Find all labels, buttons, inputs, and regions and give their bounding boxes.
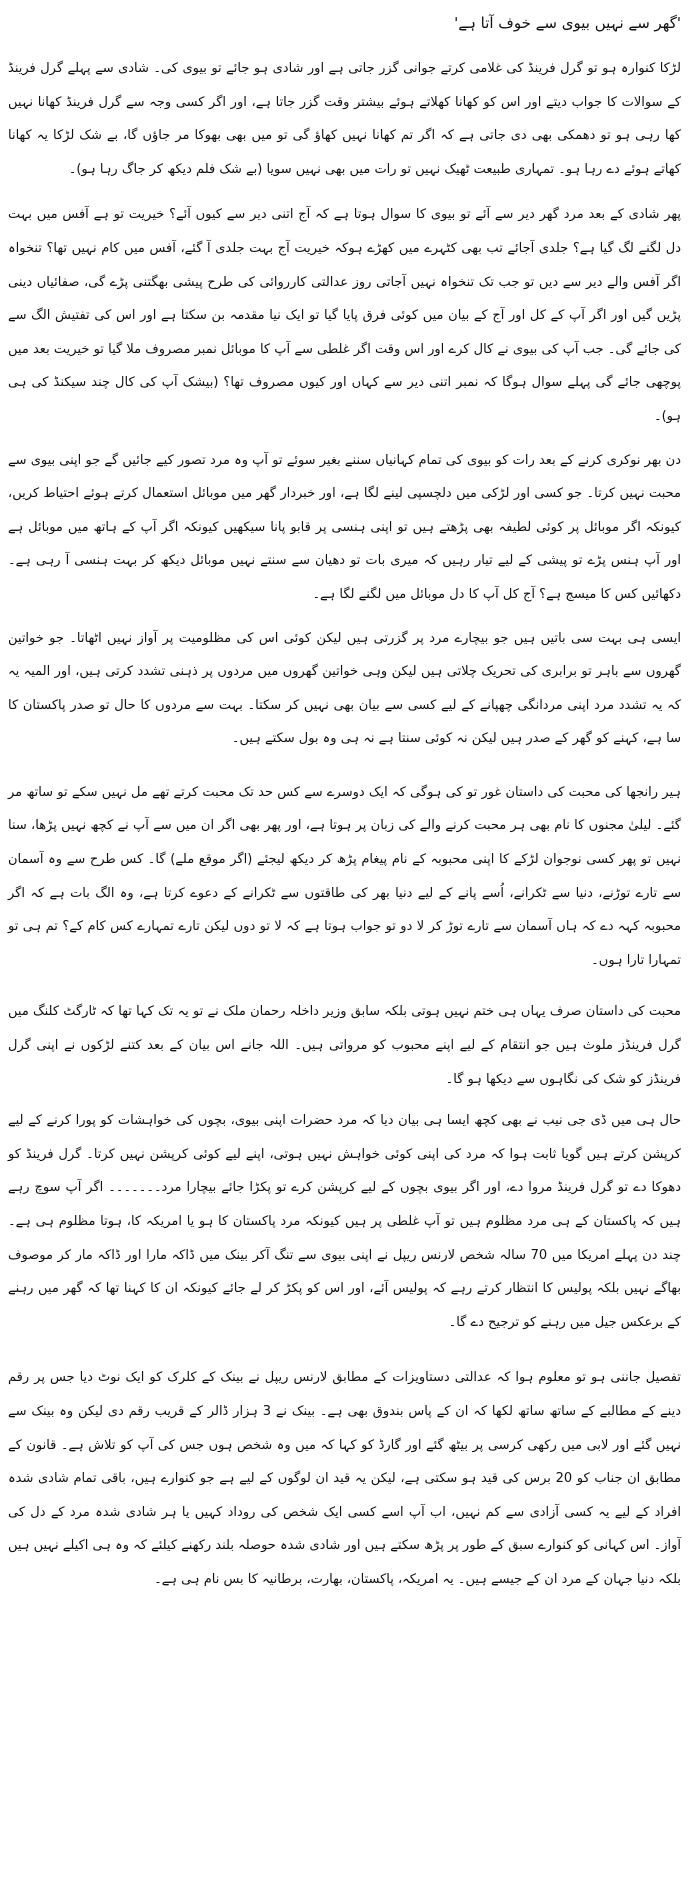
paragraph-2: پھر شادی کے بعد مرد گھر دیر سے آئے تو بیوی کا سوال ہوتا ہے کہ آج اتنی دیر سے کیوں آئے؟ خیریت تو ہے آفس میں بہت دل لگنے لگ گیا ہے؟ جلدی آجائے تب بھی کٹہرے میں کھڑے ہوکہ خیریت آج بہت جلدی آ گئے، آفس میں کام نہیں تھا؟ تنخواہ اگر آفس والے دیر سے دیں تو جب تک تنخواہ نہیں آجاتی روز عدالتی کارروائی کی طرح پیشی بھگتنی پڑے گی، صفائیاں دینی پڑیں گیں اور اگر آپ کے کل اور آج کے بیان میں کوئی فرق پایا گیا تو ایک نیا مقدمہ بن سکتا ہے اور اس کی تفتیش الگ سے کی جائے گی۔ جب آپ کی بیوی نے کال کرے اور اس وقت اگر غلطی سے آپ کا موبائل نمبر مصروف ملا گیا تو خیریت بعد میں پوچھی جائے گی پہلے سوال ہوگا کہ نمبر اتنی دیر سے کہاں اور کیوں مصروف تھا؟ (بیشک آپ کی کال چند سیکنڈ کی ہی ہو)۔ — [8, 207, 681, 424]
paragraph-5: ہیر رانجھا کی محبت کی داستان غور تو کی ہوگی کہ ایک دوسرے سے کس حد تک محبت کرتے تھے مل نہیں سکے تو ساتھ مر گئے۔ لیلیٰ مجنوں کا نام بھی ہر محبت کرنے والے کی زبان پر ہوتا ہے، اور پھر بھی اگر ان میں سے آپ نے کچھ نہیں پڑھا، سنا نہیں تو پھر کسی نوجوان لڑکے کا اپنی محبوبہ کے نام پیغام پڑھ کر دیکھ لیجئے (اگر موقع ملے) گا۔ کس طرح سے وہ آسمان سے تارے توڑنے، دنیا سے ٹکرانے، اُسے پانے کے لیے دنیا بھر کی طاقتوں سے ٹکرانے کے دعوے کرتا ہے، وہ الگ بات ہے کہ اگر محبوبہ کہہ دے کہ ہاں آسمان سے تارے توڑ کر لا دو تو جواب ہوتا ہے کہ لا تو دوں لیکن تارے تمہارے کس کام کے؟ تم ہی تو تمہارا تارا ہوں۔ — [8, 784, 682, 968]
paragraph-6: محبت کی داستان صرف یہاں ہی ختم نہیں ہوتی بلکہ سابق وزیر داخلہ رحمان ملک نے تو یہ تک کہا تھا کہ ٹارگٹ کلنگ میں گرل فرینڈز ملوث ہیں جو انتقام کے لیے اپنے محبوب کو مرواتی ہیں۔ اللہ جانے اس بیان کے بعد کتنے لڑکوں نے اپنی گرل فرینڈز کو شک کی نگاہوں سے دیکھا ہو گا۔ — [8, 1004, 681, 1087]
paragraph-3: دن بھر نوکری کرنے کے بعد رات کو بیوی کی تمام کہانیاں سننے بغیر سوئے تو آپ وہ مرد تصور کیے جائیں گے جو اپنی بیوی سے محبت نہیں کرتا۔ جو کسی اور لڑکی میں دلچسپی لینے لگا ہے، اور خبردار گھر میں موبائل استعمال کرتے ہوئے احتیاط کریں، کیونکہ اگر موبائل پر کوئی لطیفہ بھی پڑھتے ہیں تو اپنی ہنسی پر قابو پانا سیکھیں کیونکہ اگر آپ کے ہاتھ میں موبائل ہے اور آپ ہنس پڑے تو پیشی کے لیے تیار رہیں کہ میری بات تو دھیان سے سنتے نہیں موبائل دیکھ کر بہت ہنسی آ رہی ہے۔ دکھائیں کس کا میسج ہے؟ آج کل آپ کا دل موبائل میں لگنے لگا ہے۔ — [8, 452, 681, 602]
paragraph-8: تفصیل جاننی ہو تو معلوم ہوا کہ عدالتی دستاویزات کے مطابق لارنس ریپل نے بینک کے کلرک کو ایک نوٹ دیا جس پر رقم دینے کے مطالبے کے ساتھ ساتھ لکھا کہ ان کے پاس بندوق بھی ہے۔ بینک نے 3 ہزار ڈالر کے قریب رقم دی لیکن وہ بینک سے نہیں گئے اور لابی میں رکھی کرسی پر بیٹھ گئے اور گارڈ کو کہا کہ میں وہ شخص ہوں جس کی آپ کو تلاش ہے۔ قانون کے مطابق ان جناب کو 20 برس کی قید ہو سکتی ہے، لیکن یہ قید ان لوگوں کے لیے ہے جو کنوارے ہیں، باقی تمام شادی شدہ افراد کے لیے یہ کسی آزادی سے کم نہیں، اب آپ اسے کسی ایک شخص کی روداد کہیں یا ہر شادی شدہ مرد کے دل کی آواز۔ اس کہانی کو کنوارے سبق کے طور پر پڑھ سکتے ہیں اور شادی شدہ حوصلہ بلند رکھنے کیلئے کہ وہ ہی اکیلے نہیں ہیں بلکہ دنیا جہان کے مرد ان کے جیسے ہیں۔ یہ امریکہ، پاکستان، بھارت، برطانیہ کا بس نام ہی ہے۔ — [8, 1370, 682, 1587]
paragraph-4: ایسی ہی بہت سی باتیں ہیں جو بیچارے مرد پر گزرتی ہیں لیکن کوئی اس کی مظلومیت پر آواز نہیں اٹھاتا۔ جو خواتین گھروں سے باہر تو برابری کی تحریک چلاتی ہیں لیکن وہی خواتین گھروں میں مردوں پر ذہنی تشدد کرتی ہیں، اور المیہ یہ کہ یہ تشدد مرد اپنی مردانگی چھپانے کے لیے کسی سے بیان بھی نہیں کر سکتا۔ بہت سے مردوں کا حال تو صدر پاکستان کا سا ہے، کہنے کو گھر کے صدر ہیں لیکن نہ کوئی سنتا ہے نہ ہی وہ بول سکتے ہیں۔ — [8, 630, 681, 747]
paragraph-1: لڑکا کنوارہ ہو تو گرل فرینڈ کی غلامی کرتے جوانی گزر جاتی ہے اور شادی ہو جائے تو بیوی کی۔ شادی سے پہلے گرل فرینڈ کے سوالات کا جواب دیتے اور اس کو کھانا کھلاتے ہوئے بیشتر وقت گزر جاتا ہے، اور اگر کسی وجہ سے گرل فرینڈ کھانا نہیں کھا رہی ہو تو دھمکی بھی دی جاتی ہے کہ اگر تم کھانا نہیں کھاؤ گی تو میں بھی بھوکا مر جاؤں گا، بے شک لڑکا یہ کھانا کھاتے ہوئے دے رہا ہو۔ تمہاری طبیعت ٹھیک نہیں تو رات میں بھی نہیں سویا (بے شک فلم دیکھ کر جاگ رہا ہو)۔ — [8, 61, 681, 177]
paragraph-7: حال ہی میں ڈی جی نیب نے بھی کچھ ایسا ہی بیان دیا کہ مرد حضرات اپنی بیوی، بچوں کی خواہشات کو پورا کرنے کے لیے کرپشن کرتے ہیں گویا ثابت ہوا کہ مرد کی اپنی کوئی خواہش نہیں ہوتی، اپنے لیے کوئی کرپشن نہیں کرتا۔ گرل فرینڈ کو دھوکا دے تو گرل فرینڈ مروا دے، اور اگر بیوی بچوں کے لیے کرپشن کرے تو پکڑا جائے بیچارا مرد۔۔۔۔۔۔۔ اگر آپ سوچ رہے ہیں کہ پاکستان کے ہی مرد مظلوم ہیں تو آپ غلطی پر ہیں کیونکہ مرد پاکستان کا ہو یا امریکہ کا، ہوتا مظلوم ہی ہے۔ چند دن پہلے امریکا میں 70 سالہ شخص لارنس ریپل نے اپنی بیوی سے تنگ آکر بینک میں ڈاکہ مارا اور ڈاکہ مار کر موصوف بھاگے نہیں بلکہ پولیس کا انتظار کرتے رہے کہ پولیس آئے، اور اس کو پکڑ کر لے جائے کیونکہ ان کا کہنا تھا کہ گھر میں رہنے کے برعکس جیل میں رہنے کو ترجیح دے گا۔ — [8, 1113, 681, 1330]
article-title: 'گھر سے نہیں بیوی سے خوف آتا ہے' — [454, 14, 681, 32]
